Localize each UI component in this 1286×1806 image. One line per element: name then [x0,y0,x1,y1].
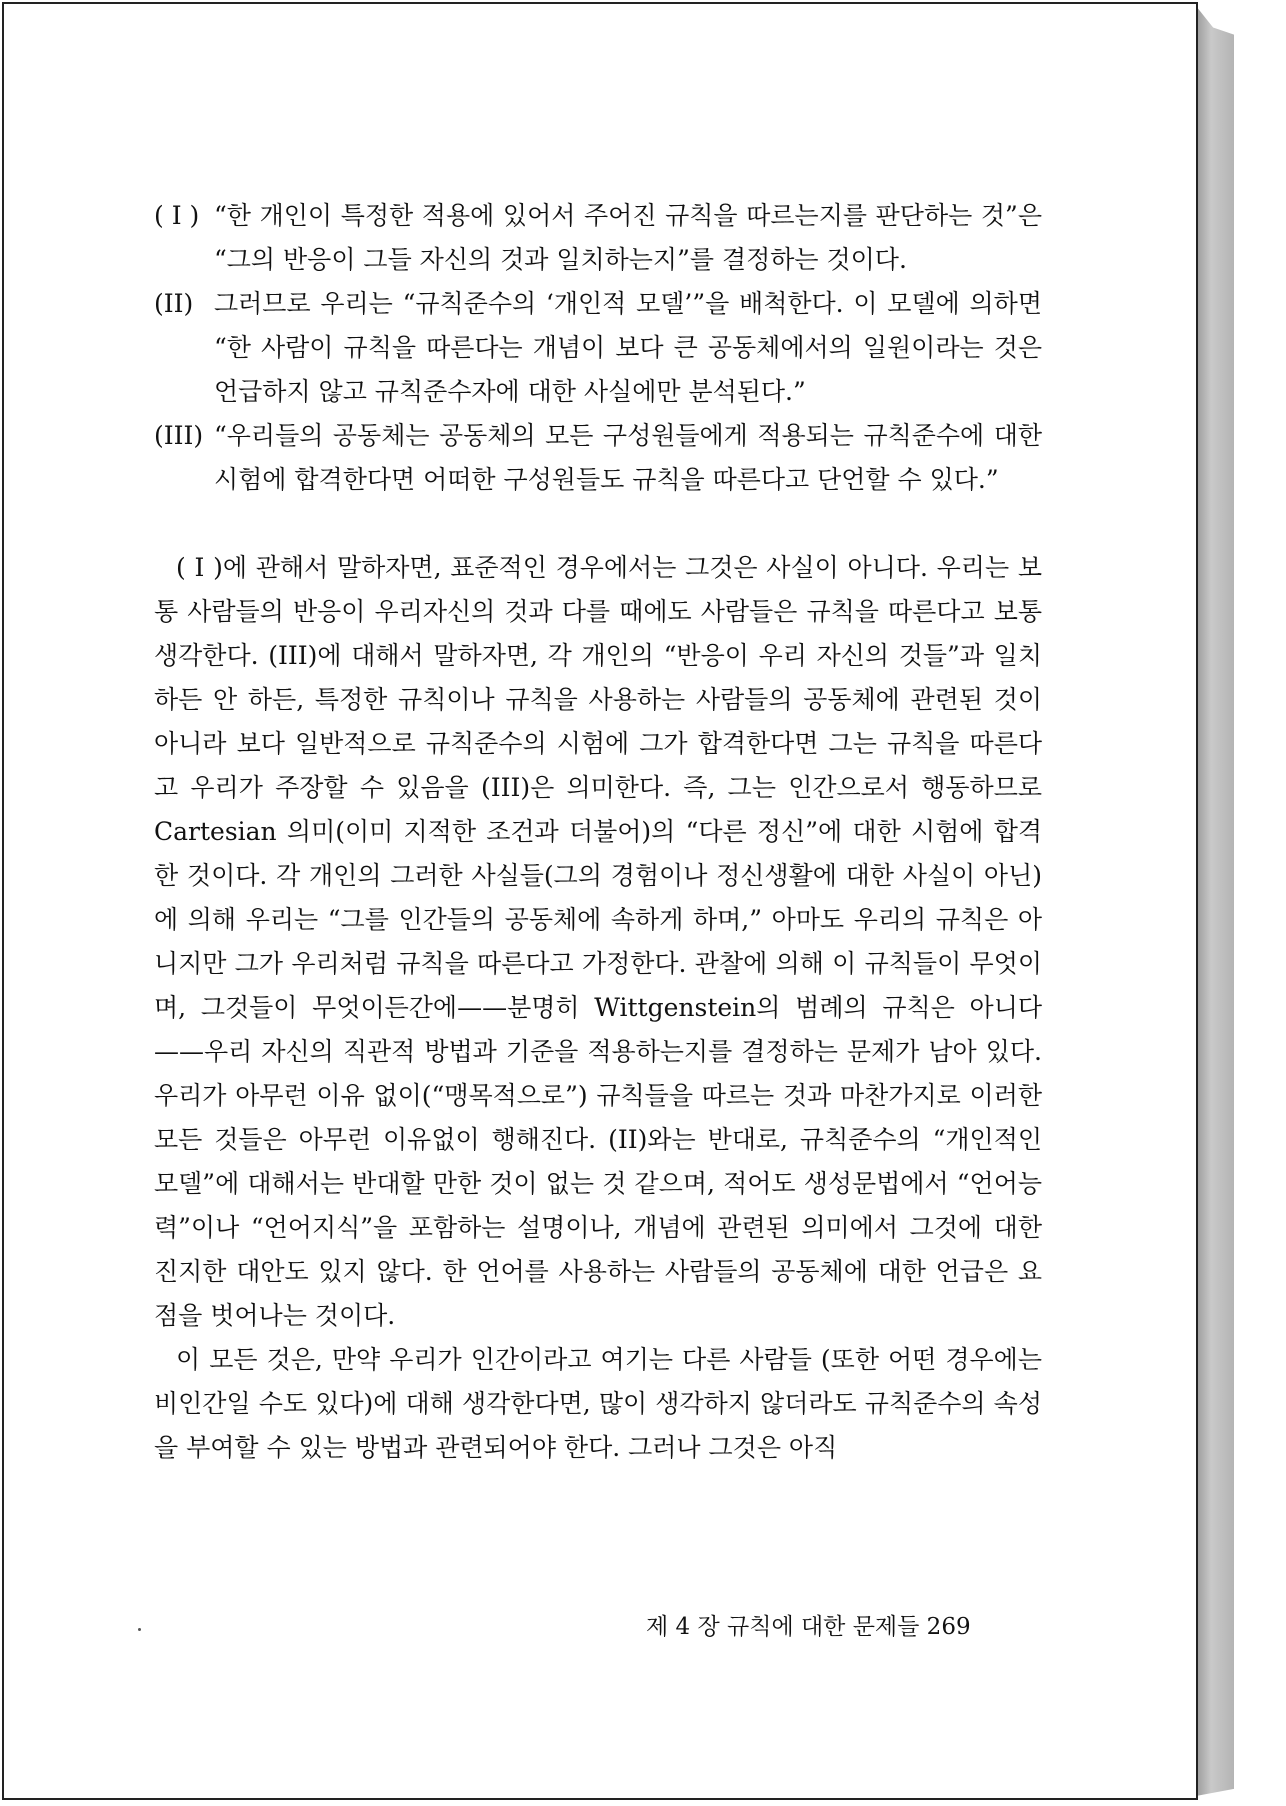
book-page [2,2,1198,1800]
list-marker-1: ( I ) [154,201,200,230]
list-text-3: “우리들의 공동체는 공동체의 모든 구성원들에게 적용되는 규칙준수에 대한 시험에 합격한다면 어떠한 구성원들도 규칙을 따른다고 단언할 수 있다.” [214,421,1042,494]
body-paragraph-1: ( I )에 관해서 말하자면, 표준적인 경우에서는 그것은 사실이 아니다. 우리는 보통 사람들의 반응이 우리자신의 것과 다를 때에도 사람들은 규칙을 따른다고 보통 생각한다. (III)에 대해서 말하자면, 각 개인의 “반응이 우리 자신의 것들”과 일치하든 안 하든, 특정한 규칙이나 규칙을 사용하는 사람들의 공동체에 관련된 것이 아니라 보다 일반적으로 규칙준수의 시험에 그가 합격한다면 그는 규칙을 따른다고 우리가 주장할 수 있음을 (III)은 의미한다. 즉, 그는 인간으로서 행동하므로 Cartesian 의미(이미 지적한 조건과 더불어)의 “다른 정신”에 대한 시험에 합격한 것이다. 각 개인의 그러한 사실들(그의 경험이나 정신생활에 대한 사실이 아닌)에 의해 우리는 “그를 인간들의 공동체에 속하게 하며,” 아마도 우리의 규칙은 아니지만 그가 우리처럼 규칙을 따른다고 가정한다. 관찰에 의해 이 규칙들이 무엇이며, 그것들이 무엇이든간에——분명히 Wittgenstein의 범례의 규칙은 아니다——우리 자신의 직관적 방법과 기준을 적용하는지를 결정하는 문제가 남아 있다. 우리가 아무런 이유 없이(“맹목적으로”) 규칙들을 따르는 것과 마찬가지로 이러한 모든 것들은 아무런 이유없이 행해진다. (II)와는 반대로, 규칙준수의 “개인적인 모델”에 대해서는 반대할 만한 것이 없는 것 같으며, 적어도 생성문법에서 “언어능력”이나 “언어지식”을 포함하는 설명이나, 개념에 관련된 의미에서 그것에 대한 진지한 대안도 있지 않다. 한 언어를 사용하는 사람들의 공동체에 대한 언급은 요점을 벗어나는 것이다. [154,553,1042,1330]
list-marker-3: (III) [154,421,204,450]
body-paragraph-2: 이 모든 것은, 만약 우리가 인간이라고 여기는 다른 사람들 (또한 어떤 경우에는 비인간일 수도 있다)에 대해 생각한다면, 많이 생각하지 않더라도 규칙준수의 속성을 부여할 수 있는 방법과 관련되어야 한다. 그러나 그것은 아직 [154,1345,1042,1462]
list-marker-2: (II) [154,289,194,318]
list-item-1 [154,194,1042,282]
list-item-2 [154,282,1042,414]
list-item-3 [154,414,1042,502]
scan-speck [138,1628,141,1631]
page-stack-edge [1196,6,1234,1796]
list-text-2: 그러므로 우리는 “규칙준수의 ‘개인적 모델’”을 배척한다. 이 모델에 의하면 “한 사람이 규칙을 따른다는 개념이 보다 큰 공동체에서의 일원이라는 것은 언급하지 않고 규칙준수자에 대한 사실에만 분석된다.” [214,289,1042,406]
list-text-1: “한 개인이 특정한 적용에 있어서 주어진 규칙을 따르는지를 판단하는 것”은 “그의 반응이 그들 자신의 것과 일치하는지”를 결정하는 것이다. [214,201,1042,274]
page-content [154,194,1042,1470]
running-footer: 제 4 장 규칙에 대한 문제들 269 [646,1614,971,1640]
